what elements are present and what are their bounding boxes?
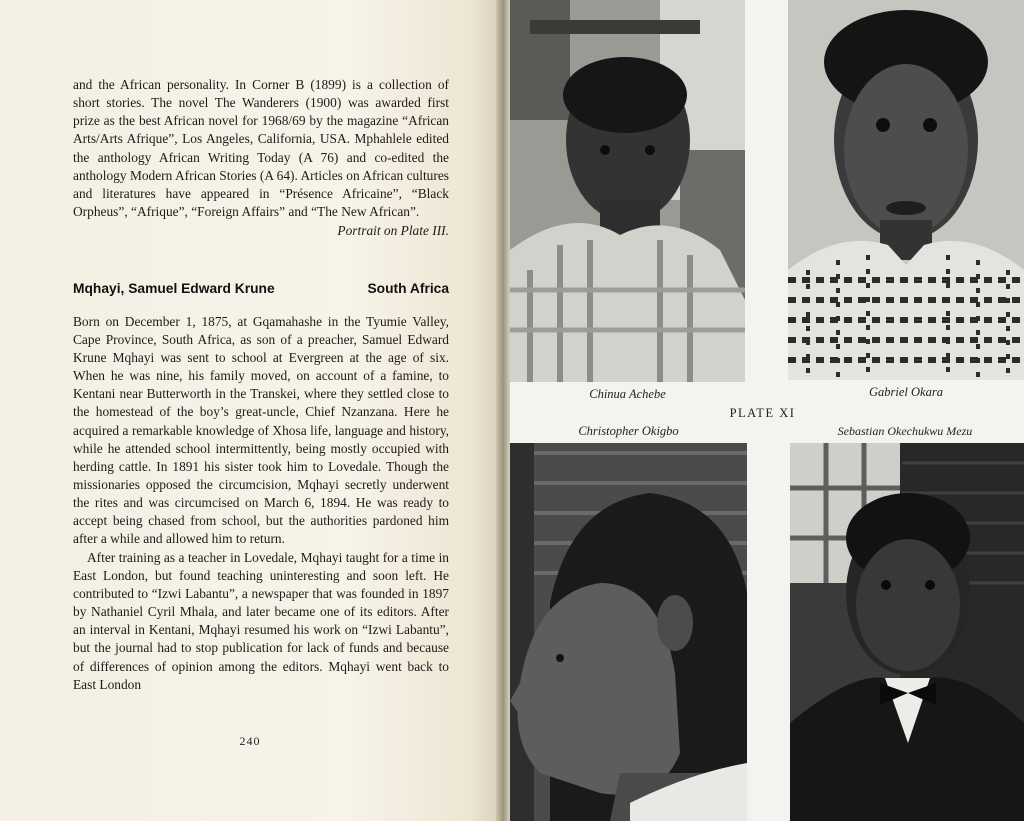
portrait-reference: Portrait on Plate III. <box>337 223 449 239</box>
portrait-photo-okara <box>788 0 1024 380</box>
portrait-photo-mezu <box>790 443 1024 821</box>
entry-heading <box>73 280 449 298</box>
paragraph-mqhayi-2: After training as a teacher in Lovedale, Mqhayi taught for a time in East London, but found teaching uninteresting and soon left. He contributed to “Izwi Labantu”, a newspaper that was founded in 1897 by Nathaniel Cyril Mhala, and later became one of its editors. After an interval in Kentani, Mqhayi resumed his work on “Izwi Labantu”, but the journal had to stop publication for lack of funds and because of differences of opinion among the editors. Mqhayi went back to East London <box>73 549 449 692</box>
caption-okara: Gabriel Okara <box>869 385 943 399</box>
portrait-photo-okigbo <box>510 443 747 821</box>
left-page <box>0 0 500 821</box>
caption-mezu: Sebastian Okechukwu Mezu <box>837 424 973 438</box>
entry-name: Mqhayi, Samuel Edward Krune <box>73 281 275 297</box>
paragraph-mqhayi-1: Born on December 1, 1875, at Gqamahashe in the Tyumie Valley, Cape Province, South Africa, as son of a preacher, Samuel Edward Krune Mqhayi was sent to school at Evergreen at the age of six. When he was nine, his family moved, on account of a famine, to Kentani near Butterworth in the Transkei, where they settled close to the homestead of the boy’s great-uncle, Chief Nzanzana. Here he acquired a remarkable knowledge of Xhosa life, language and history, while he attended school intermittently, being mostly occupied with herding cattle. In 1891 his sister took him to Lovedale. Though the missionaries opposed the circumcision, Mqhayi secretly underwent the rites and was circumcised on March 6, 1894. He was ready to accept being chased from school, but the authorities pardoned him after a while and allowed him to return. <box>73 313 449 547</box>
text-block <box>73 76 449 694</box>
caption-okigbo: Christopher Okigbo <box>578 424 679 438</box>
plate-title: PLATE XI <box>729 406 796 420</box>
right-page <box>510 0 1024 821</box>
caption-achebe: Chinua Achebe <box>589 387 666 401</box>
portrait-photo-achebe <box>510 0 745 382</box>
page-number: 240 <box>239 734 261 748</box>
paragraph-mphahlele-end: and the African personality. In Corner B (1899) is a collection of short stories. The novel The Wanderers (1900) was awarded first prize as the best African novel for 1968/69 by the magazine “African Arts/Arts Afrique”, Los Angeles, California, USA. Mphahlele edited the anthology African Writing Today (A 76) and co-edited the anthology Modern African Stories (A 64). Articles on African cultures and literatures have appeared in “Présence Africaine”, “Black Orpheus”, “Afrique”, “Foreign Affairs” and “The New African”. <box>73 77 449 220</box>
entry-country: South Africa <box>367 281 449 297</box>
